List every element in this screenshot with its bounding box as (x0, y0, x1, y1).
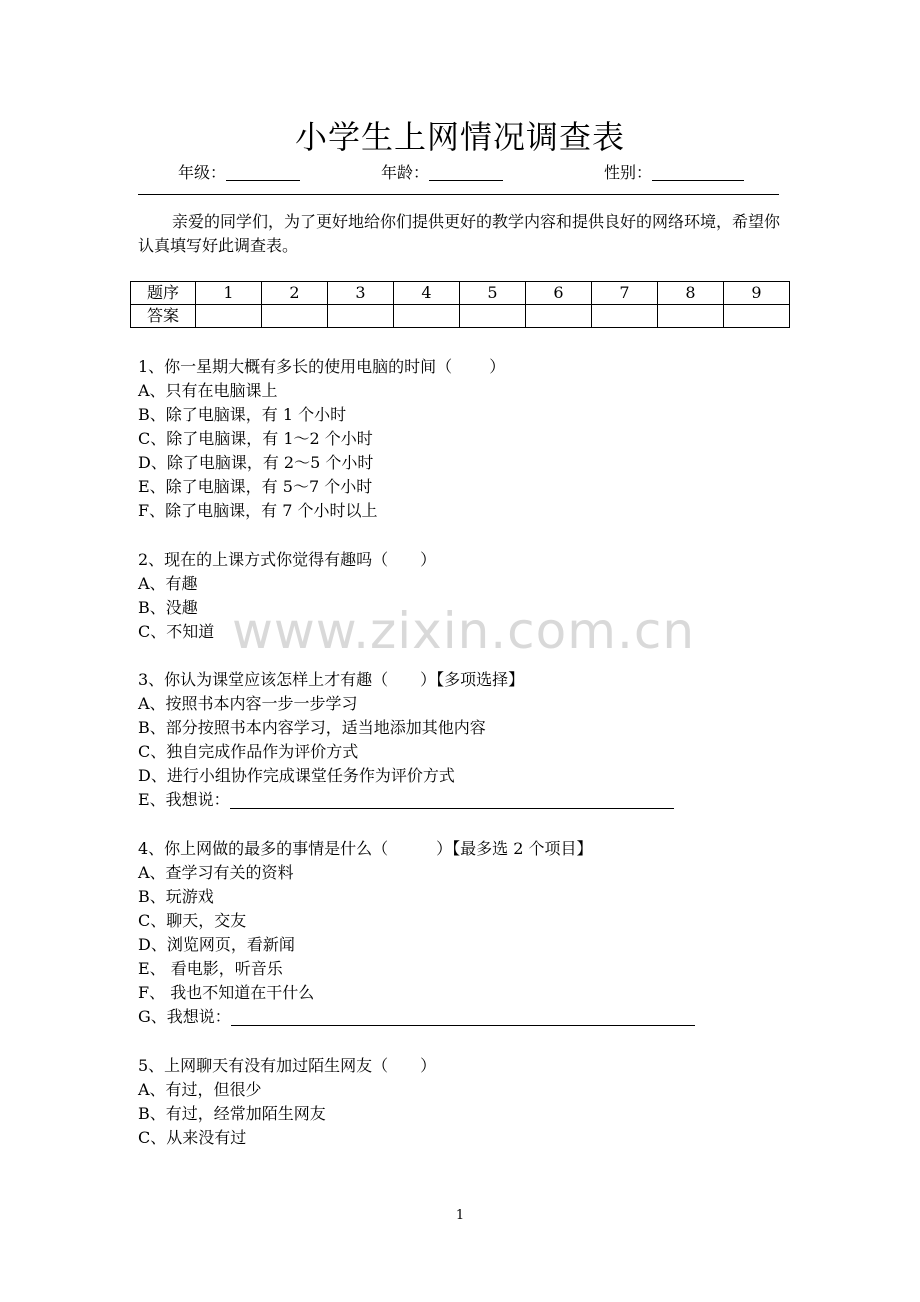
question-4 (138, 837, 695, 1029)
option[interactable]: C、不知道 (138, 622, 215, 641)
option[interactable]: C、聊天，交友 (138, 911, 247, 930)
question-3 (138, 668, 674, 812)
write-in-blank[interactable] (231, 1008, 695, 1026)
option[interactable]: C、从来没有过 (138, 1128, 247, 1147)
question-number-cell: 4 (394, 282, 460, 305)
question-number-cell: 5 (460, 282, 526, 305)
answer-cell[interactable] (526, 305, 592, 328)
answer-cell[interactable] (328, 305, 394, 328)
grade-field (178, 160, 300, 183)
grade-label: 年级： (178, 163, 227, 182)
question-1 (138, 355, 505, 523)
answer-row (131, 305, 790, 328)
answer-cell[interactable] (262, 305, 328, 328)
write-in-blank[interactable] (230, 791, 674, 809)
question-number-cell: 9 (724, 282, 790, 305)
option[interactable]: C、独自完成作品作为评价方式 (138, 742, 359, 761)
option[interactable]: A、有过，但很少 (138, 1080, 262, 1099)
answer-cell[interactable] (196, 305, 262, 328)
question-stem: 4、你上网做的最多的事情是什么（ ）【最多选 2 个项目】 (138, 839, 593, 858)
gender-blank[interactable] (652, 164, 744, 181)
question-stem: 2、现在的上课方式你觉得有趣吗（ ） (138, 550, 437, 569)
question-number-cell: 1 (196, 282, 262, 305)
option[interactable]: B、玩游戏 (138, 887, 214, 906)
option[interactable]: D、除了电脑课，有 2～5 个小时 (138, 453, 374, 472)
intro-paragraph: 亲爱的同学们，为了更好地给你们提供更好的教学内容和提供良好的网络环境，希望你认真填写好此调查表。 (138, 212, 781, 255)
option[interactable]: E、 看电影，听音乐 (138, 959, 283, 978)
gender-field (604, 160, 744, 183)
option[interactable]: A、只有在电脑课上 (138, 381, 278, 400)
page-number: 1 (455, 1208, 465, 1223)
gender-label: 性别： (604, 163, 653, 182)
age-blank[interactable] (429, 164, 503, 181)
option[interactable]: D、浏览网页，看新闻 (138, 935, 295, 954)
question-stem: 1、你一星期大概有多长的使用电脑的时间（ ） (138, 357, 506, 376)
question-stem: 3、你认为课堂应该怎样上才有趣（ ）【多项选择】 (138, 670, 525, 689)
option[interactable]: B、没趣 (138, 598, 198, 617)
grade-blank[interactable] (226, 164, 300, 181)
option[interactable]: A、查学习有关的资料 (138, 863, 294, 882)
write-in-option (138, 1005, 695, 1029)
question-number-cell: 3 (328, 282, 394, 305)
write-in-label: E、我想说： (138, 790, 230, 809)
question-number-row (131, 282, 790, 305)
answer-cell[interactable] (592, 305, 658, 328)
answer-cell[interactable] (724, 305, 790, 328)
option[interactable]: F、 我也不知道在干什么 (138, 983, 315, 1002)
page-title: 小学生上网情况调查表 (294, 118, 625, 156)
write-in-option (138, 788, 674, 812)
question-number-cell: 6 (526, 282, 592, 305)
option[interactable]: D、进行小组协作完成课堂任务作为评价方式 (138, 766, 455, 785)
question-number-cell: 2 (262, 282, 328, 305)
answer-header: 答案 (131, 305, 196, 328)
age-label: 年龄： (381, 163, 430, 182)
question-number-cell: 8 (658, 282, 724, 305)
answer-cell[interactable] (394, 305, 460, 328)
answer-table (130, 281, 790, 328)
question-number-cell: 7 (592, 282, 658, 305)
option[interactable]: B、部分按照书本内容学习，适当地添加其他内容 (138, 718, 486, 737)
watermark: www.zixin.com.cn (232, 602, 696, 660)
answer-cell[interactable] (460, 305, 526, 328)
option[interactable]: E、除了电脑课，有 5～7 个小时 (138, 477, 373, 496)
option[interactable]: B、有过，经常加陌生网友 (138, 1104, 326, 1123)
option[interactable]: A、有趣 (138, 574, 198, 593)
option[interactable]: C、除了电脑课，有 1～2 个小时 (138, 429, 373, 448)
option[interactable]: B、除了电脑课，有 1 个小时 (138, 405, 347, 424)
header-divider (138, 194, 779, 195)
question-stem: 5、上网聊天有没有加过陌生网友（ ） (138, 1056, 437, 1075)
option[interactable]: A、按照书本内容一步一步学习 (138, 694, 358, 713)
question-order-header: 题序 (131, 282, 196, 305)
answer-cell[interactable] (658, 305, 724, 328)
question-5 (138, 1054, 436, 1150)
write-in-label: G、我想说： (138, 1007, 231, 1026)
age-field (381, 160, 503, 183)
option[interactable]: F、除了电脑课，有 7 个小时以上 (138, 501, 378, 520)
